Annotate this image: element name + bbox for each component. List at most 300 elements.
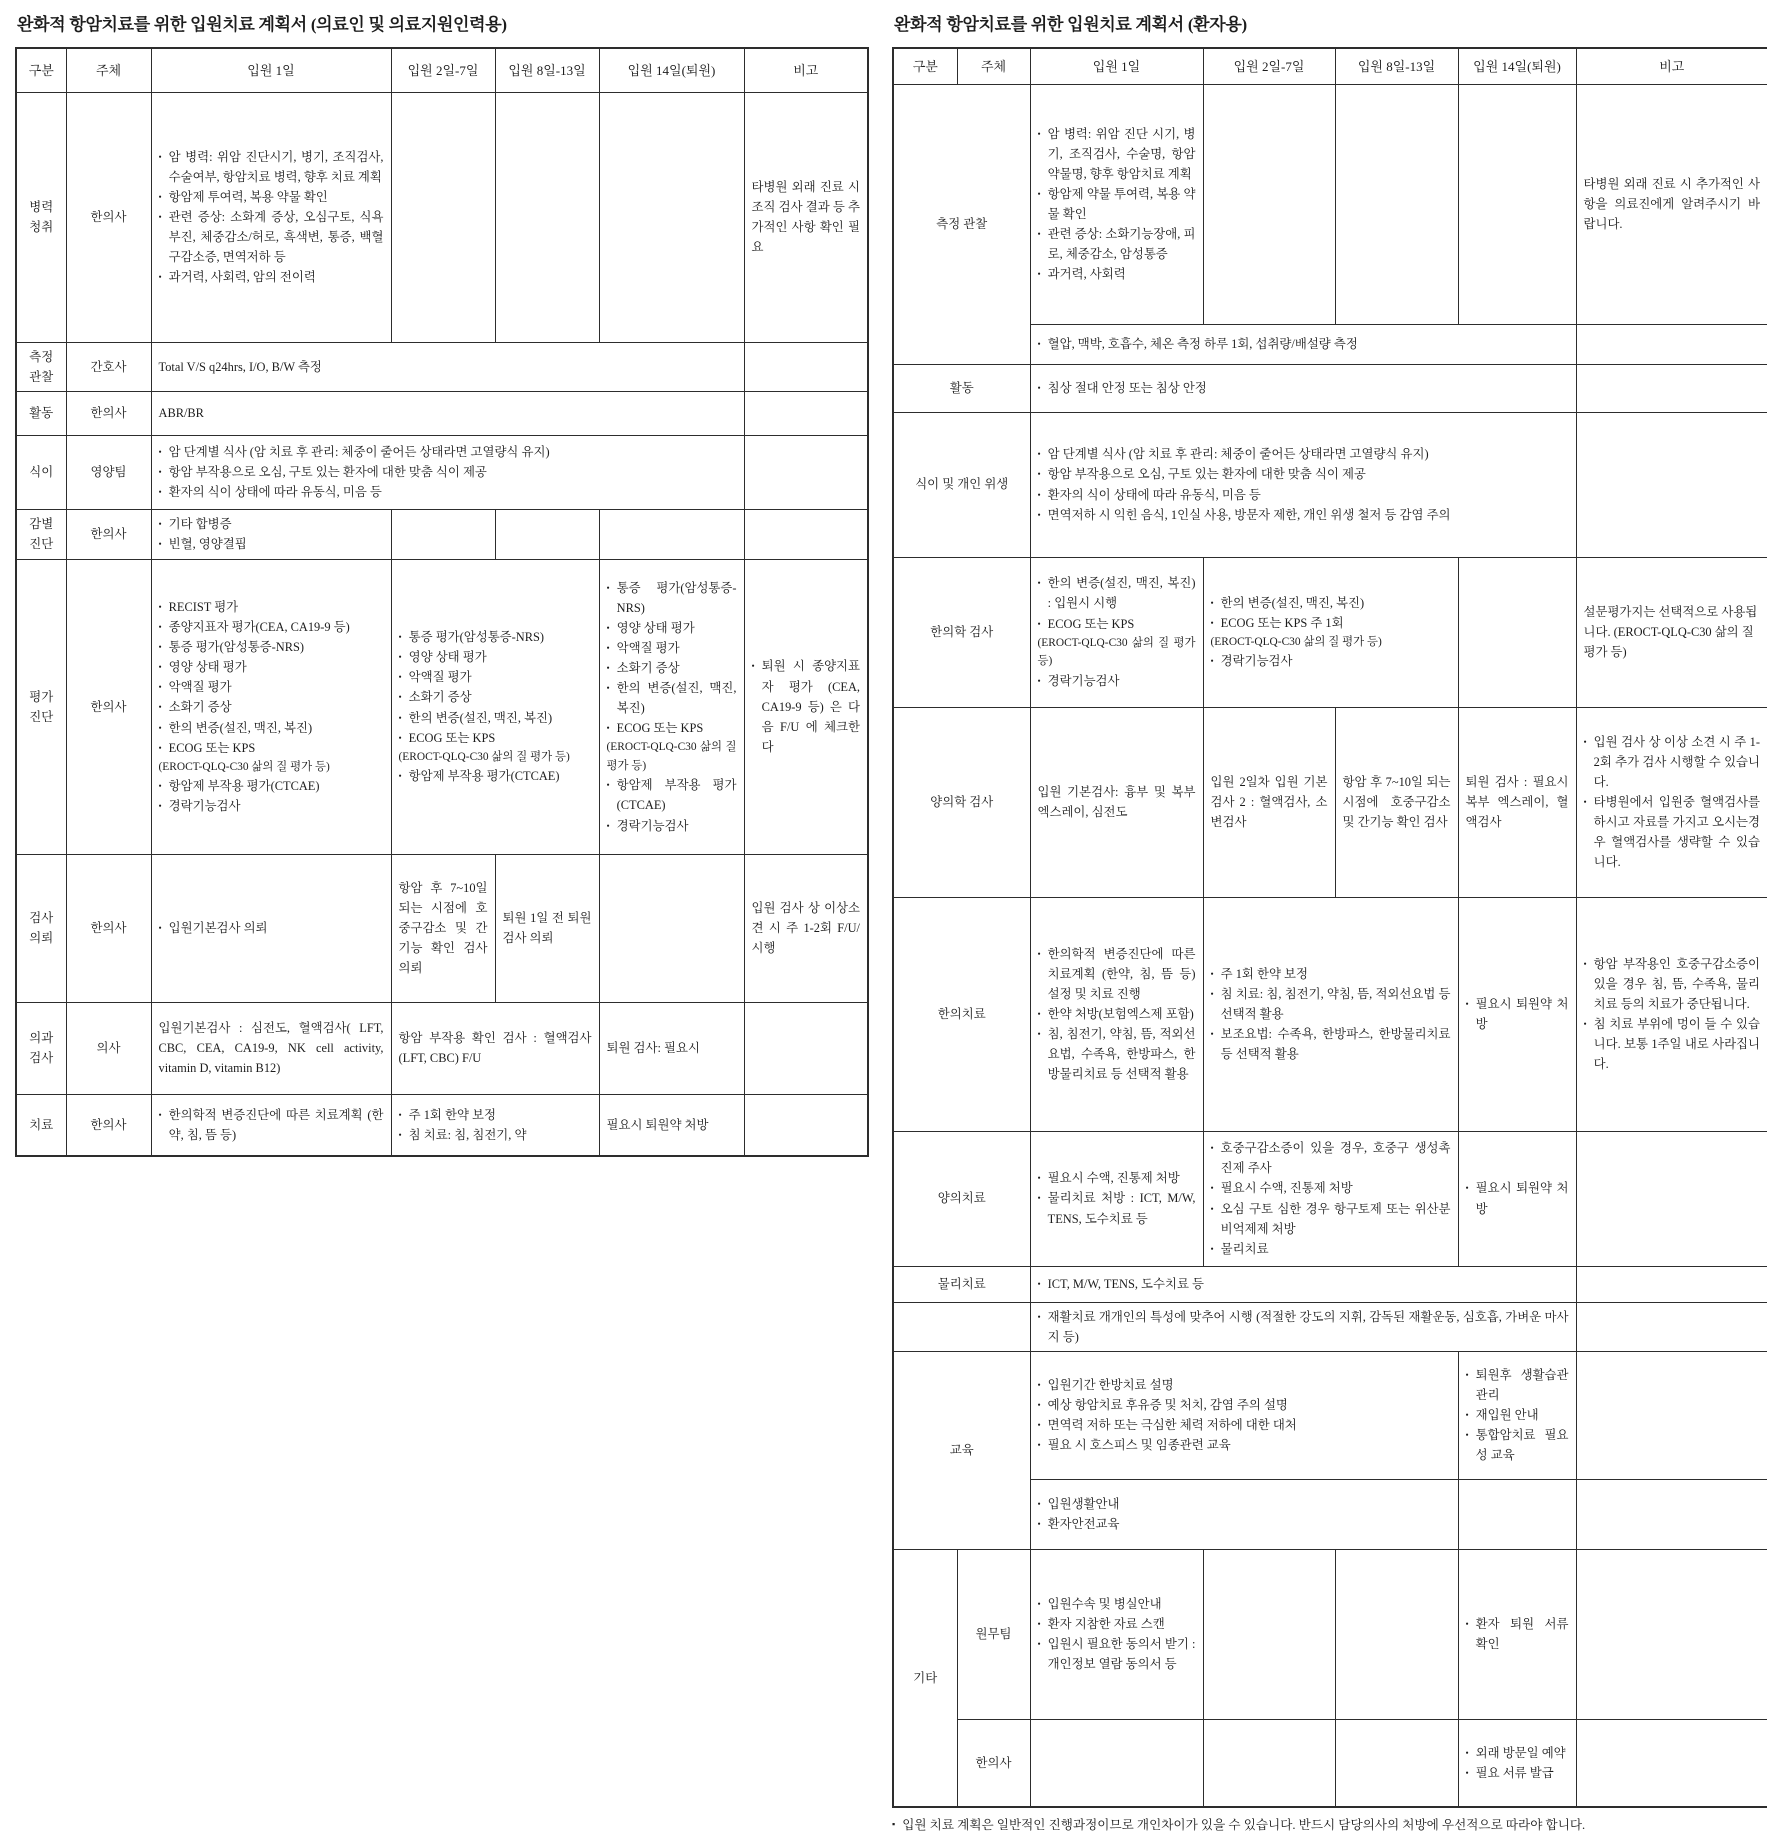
bullet-item bbox=[1211, 1138, 1451, 1178]
col-header-gubun: 구분 bbox=[893, 48, 957, 84]
bullet-icon: • bbox=[158, 642, 162, 653]
bullet-item bbox=[1466, 1405, 1569, 1425]
bullet-item bbox=[1466, 1763, 1569, 1783]
bullet-text: 악액질 평가 bbox=[616, 640, 680, 655]
bullet-text: 환자의 식이 상태에 따라 유동식, 미음 등 bbox=[168, 485, 382, 500]
bullet-item bbox=[1038, 1435, 1451, 1455]
row-label-wm-treatment: 양의치료 bbox=[893, 1131, 1030, 1266]
row-diet-hygiene bbox=[893, 412, 1767, 557]
bullet-text: 입원시 필요한 동의서 받기 : 개인정보 열람 동의서 등 bbox=[1047, 1637, 1196, 1672]
bullet-item bbox=[1211, 964, 1451, 984]
bullet-item bbox=[607, 816, 737, 836]
bullet-item bbox=[399, 1105, 592, 1125]
bullet-item bbox=[399, 1125, 592, 1145]
bullet-icon: • bbox=[1210, 656, 1214, 667]
bullet-item bbox=[159, 758, 384, 776]
bullet-item bbox=[159, 637, 384, 657]
cell-observation-note: 타병원 외래 진료 시 추가적인 사항을 의료진에게 알려주시기 바랍니다. bbox=[1576, 84, 1767, 324]
bullet-item bbox=[1211, 593, 1451, 613]
bullet-text: 영양 상태 평가 bbox=[616, 620, 695, 635]
bullet-icon: • bbox=[1210, 1203, 1214, 1214]
row-label-vitals: 측정 관찰 bbox=[16, 342, 66, 391]
bullet-text: RECIST 평가 bbox=[168, 599, 239, 614]
cell-activity-span: ABR/BR bbox=[151, 391, 744, 435]
bullet-item bbox=[1038, 1188, 1196, 1228]
col-header-juche: 주체 bbox=[66, 48, 151, 92]
bullet-item bbox=[1038, 1614, 1196, 1634]
bullet-text: 관련 증상: 소화기능장애, 피로, 체중감소, 암성통증 bbox=[1047, 227, 1196, 262]
row-label-wm-exam: 양의학 검사 bbox=[893, 707, 1030, 897]
cell-test-request-day2-7: 항암 후 7~10일 되는 시점에 호중구감소 및 간기능 확인 검사 의뢰 bbox=[391, 854, 495, 1002]
bullet-text: 면역저하 시 익힌 음식, 1인실 사용, 방문자 제한, 개인 위생 철저 등 감염 주의 bbox=[1047, 507, 1451, 522]
cell-education-sub-day14 bbox=[1458, 1479, 1576, 1549]
bullet-icon: • bbox=[158, 781, 162, 792]
bullet-icon: • bbox=[1465, 1183, 1469, 1194]
bullet-icon: • bbox=[1037, 188, 1041, 199]
row-label-diet-hygiene: 식이 및 개인 위생 bbox=[893, 412, 1030, 557]
bullet-text: 항암제 부작용 평가(CTCAE) bbox=[168, 779, 320, 794]
bullet-icon: • bbox=[398, 692, 402, 703]
cell-etc-admin-day2-7 bbox=[1203, 1549, 1335, 1719]
row-km-treatment bbox=[893, 897, 1767, 1131]
bullet-text: 입원기본검사 의뢰 bbox=[168, 921, 268, 936]
bullet-icon: • bbox=[1037, 1173, 1041, 1184]
bullet-text: 필요 서류 발급 bbox=[1475, 1765, 1554, 1780]
cell-education-sub bbox=[1030, 1479, 1458, 1549]
bullet-text: 침, 침전기, 약침, 뜸, 적외선요법, 수족욕, 한방파스, 한방물리치료 등 선택적 활용 bbox=[1047, 1027, 1196, 1082]
bullet-text: 외래 방문일 예약 bbox=[1475, 1745, 1566, 1760]
cell-etc-admin-day14 bbox=[1458, 1549, 1576, 1719]
bullet-icon: • bbox=[1037, 449, 1041, 460]
bullet-text: 한의학적 변증진단에 따른 치료계획 (한약, 침, 뜸 등) 설정 및 치료 진행 bbox=[1047, 946, 1196, 1001]
patient-plan-title: 완화적 항암치료를 위한 입원치료 계획서 (환자용) bbox=[894, 15, 1247, 34]
bullet-item bbox=[159, 597, 384, 617]
row-wm-exam bbox=[893, 707, 1767, 897]
bullet-text: 기타 합병증 bbox=[168, 517, 232, 532]
bullet-icon: • bbox=[1037, 618, 1041, 629]
col-header-day2-7: 입원 2일-7일 bbox=[1203, 48, 1335, 84]
bullet-icon: • bbox=[1465, 1410, 1469, 1421]
bullet-icon: • bbox=[398, 712, 402, 723]
row-test-request bbox=[16, 854, 868, 1002]
cell-history-day14 bbox=[599, 92, 744, 342]
bullet-icon: • bbox=[1583, 958, 1587, 969]
cell-km-treatment-mid bbox=[1203, 897, 1458, 1131]
bullet-item bbox=[1038, 1024, 1196, 1084]
cell-medical-test-note bbox=[744, 1002, 868, 1094]
row-agent-vitals: 간호사 bbox=[66, 342, 151, 391]
bullet-icon: • bbox=[1583, 736, 1587, 747]
bullet-icon: • bbox=[158, 923, 162, 934]
bullet-icon: • bbox=[1465, 1767, 1469, 1778]
cell-km-treatment-day1 bbox=[1030, 897, 1203, 1131]
bullet-icon: • bbox=[1037, 1420, 1041, 1431]
bullet-item bbox=[1038, 264, 1196, 284]
bullet-text: 영양 상태 평가 bbox=[408, 650, 487, 665]
bullet-icon: • bbox=[158, 519, 162, 530]
cell-observation-day2-7 bbox=[1203, 84, 1335, 324]
cell-treatment-note bbox=[744, 1094, 868, 1156]
cell-etc-km-doctor-note bbox=[1576, 1719, 1767, 1807]
cell-assessment-day1 bbox=[151, 559, 391, 854]
bullet-item bbox=[159, 534, 384, 554]
bullet-text: 통증 평가(암성통증-NRS) bbox=[408, 630, 544, 645]
row-label-test-request: 검사 의뢰 bbox=[16, 854, 66, 1002]
bullet-text: 물리치료 bbox=[1220, 1241, 1269, 1256]
cell-wm-exam-day8-13: 항암 후 7~10일 되는 시점에 호중구감소 및 간기능 확인 검사 bbox=[1335, 707, 1458, 897]
bullet-text: 항암제 투여력, 복용 약물 확인 bbox=[168, 189, 328, 204]
bullet-item bbox=[1038, 1307, 1569, 1347]
bullet-text: 암 단계별 식사 (암 치료 후 관리: 체중이 줄어든 상태라면 고열량식 유지) bbox=[1047, 447, 1429, 462]
row-differential bbox=[16, 509, 868, 559]
bullet-item bbox=[1038, 614, 1196, 634]
bullet-item bbox=[1584, 954, 1761, 1014]
row-etc-km-doctor bbox=[893, 1719, 1767, 1807]
bullet-item bbox=[159, 918, 384, 938]
cell-wm-exam-day14: 퇴원 검사 : 필요시 복부 엑스레이, 혈액검사 bbox=[1458, 707, 1576, 897]
bullet-item bbox=[399, 748, 592, 766]
cell-activity-note bbox=[744, 391, 868, 435]
cell-activity-span bbox=[1030, 364, 1576, 412]
bullet-text: 한의 변증(설진, 맥진, 복진) : 입원시 시행 bbox=[1047, 576, 1196, 611]
bullet-item bbox=[1211, 613, 1451, 633]
bullet-text: 퇴원 시 종양지표자 평가 (CEA, CA19-9 등) 은 다음 F/U 에 체크한다 bbox=[761, 659, 860, 754]
bullet-item bbox=[1466, 1614, 1569, 1654]
bullet-text: 암 단계별 식사 (암 치료 후 관리: 체중이 줄어든 상태라면 고열량식 유지) bbox=[168, 445, 550, 460]
row-label-assessment: 평가 진단 bbox=[16, 559, 66, 854]
bullet-item bbox=[159, 207, 384, 267]
bullet-icon: • bbox=[1037, 948, 1041, 959]
cell-wm-treatment-day1 bbox=[1030, 1131, 1203, 1266]
cell-diet-hygiene-span bbox=[1030, 412, 1576, 557]
bullet-item bbox=[607, 775, 737, 815]
col-header-day14: 입원 14일(퇴원) bbox=[1458, 48, 1576, 84]
cell-wm-exam-day2-7: 입원 2일차 입원 기본검사 2 : 혈액검사, 소변검사 bbox=[1203, 707, 1335, 897]
bullet-item bbox=[159, 718, 384, 738]
bullet-icon: • bbox=[1210, 988, 1214, 999]
bullet-item bbox=[607, 578, 737, 618]
bullet-icon: • bbox=[398, 771, 402, 782]
cell-test-request-day1 bbox=[151, 854, 391, 1002]
bullet-text: 혈압, 맥박, 호흡수, 체온 측정 하루 1회, 섭취량/배설량 측정 bbox=[1047, 336, 1358, 351]
bullet-icon: • bbox=[1210, 1243, 1214, 1254]
bullet-icon: • bbox=[1210, 597, 1214, 608]
bullet-text: 한의 변증(설진, 맥진, 복진) bbox=[408, 710, 553, 725]
bullet-text: 주 1회 한약 보정 bbox=[408, 1107, 496, 1122]
bullet-text: 퇴원후 생활습관 관리 bbox=[1475, 1367, 1569, 1403]
bullet-icon: • bbox=[606, 683, 610, 694]
row-agent-km-doctor: 한의사 bbox=[957, 1719, 1030, 1807]
bullet-icon: • bbox=[158, 662, 162, 673]
col-header-day8-13: 입원 8일-13일 bbox=[1335, 48, 1458, 84]
cell-km-treatment-day14 bbox=[1458, 897, 1576, 1131]
bullet-item bbox=[159, 617, 384, 637]
bullet-icon: • bbox=[1465, 1369, 1469, 1380]
bullet-item bbox=[159, 267, 384, 287]
bullet-icon: • bbox=[1037, 382, 1041, 393]
bullet-icon: • bbox=[1465, 998, 1469, 1009]
bullet-text: 주 1회 한약 보정 bbox=[1220, 966, 1308, 981]
staff-plan-section bbox=[15, 10, 869, 1157]
bullet-item bbox=[1038, 944, 1196, 1004]
continuation-text: (EROCT-QLQ-C30 삶의 질 평가 등) bbox=[1210, 635, 1382, 648]
bullet-item bbox=[1038, 124, 1196, 184]
bullet-text: 예상 항암치료 후유증 및 처치, 감염 주의 설명 bbox=[1047, 1398, 1288, 1413]
row-education bbox=[893, 1351, 1767, 1479]
bullet-icon: • bbox=[158, 682, 162, 693]
cell-medical-test-mid: 항암 부작용 확인 검사 : 혈액검사(LFT, CBC) F/U bbox=[391, 1002, 599, 1094]
bullet-icon: ▪ bbox=[892, 1819, 896, 1830]
cell-education-day14 bbox=[1458, 1351, 1576, 1479]
cell-etc-km-doctor-day8-13 bbox=[1335, 1719, 1458, 1807]
footer-note bbox=[892, 1814, 1767, 1834]
bullet-item bbox=[1038, 505, 1569, 525]
bullet-icon: • bbox=[1037, 1380, 1041, 1390]
bullet-icon: • bbox=[1210, 968, 1214, 979]
bullet-item bbox=[159, 1105, 384, 1145]
cell-differential-day14 bbox=[599, 509, 744, 559]
patient-plan-table bbox=[892, 47, 1767, 1808]
bullet-icon: • bbox=[1037, 1499, 1041, 1510]
bullet-text: 소화기 증상 bbox=[408, 690, 472, 705]
bullet-item bbox=[1038, 464, 1569, 484]
bullet-text: 필요시 수액, 진통제 처방 bbox=[1047, 1171, 1180, 1186]
row-label-history: 병력 청취 bbox=[16, 92, 66, 342]
row-agent-medical-test: 의사 bbox=[66, 1002, 151, 1094]
bullet-item bbox=[1038, 1375, 1451, 1395]
cell-observation-day8-13 bbox=[1335, 84, 1458, 324]
col-header-gubun: 구분 bbox=[16, 48, 66, 92]
bullet-item bbox=[1466, 1743, 1569, 1763]
continuation-text: (EROCT-QLQ-C30 삶의 질 평가 등) bbox=[398, 750, 570, 763]
bullet-text: 악액질 평가 bbox=[408, 670, 472, 685]
bullet-item bbox=[399, 667, 592, 687]
bullet-text: 통증 평가(암성통증-NRS) bbox=[616, 580, 737, 615]
bullet-item bbox=[1038, 671, 1196, 691]
cell-etc-admin-note bbox=[1576, 1549, 1767, 1719]
bullet-item bbox=[1038, 1168, 1196, 1188]
bullet-text: 호중구감소증이 있을 경우, 호중구 생성촉진제 주사 bbox=[1220, 1141, 1451, 1176]
row-rehab bbox=[893, 1302, 1767, 1351]
bullet-text: 필요 시 호스피스 및 임종관련 교육 bbox=[1047, 1438, 1231, 1453]
cell-etc-km-doctor-day1 bbox=[1030, 1719, 1203, 1807]
row-agent-treatment: 한의사 bbox=[66, 1094, 151, 1156]
bullet-item bbox=[1038, 378, 1569, 398]
row-label-activity: 활동 bbox=[893, 364, 1030, 412]
bullet-item bbox=[1038, 573, 1196, 613]
col-header-note: 비고 bbox=[744, 48, 868, 92]
cell-wm-treatment-note bbox=[1576, 1131, 1767, 1266]
bullet-icon: • bbox=[1037, 578, 1041, 589]
bullet-item bbox=[607, 678, 737, 718]
cell-vitals-note bbox=[744, 342, 868, 391]
bullet-item bbox=[607, 618, 737, 638]
cell-wm-treatment-day14 bbox=[1458, 1131, 1576, 1266]
bullet-text: 악액질 평가 bbox=[168, 680, 232, 695]
row-vitals bbox=[16, 342, 868, 391]
bullet-item bbox=[1038, 334, 1569, 354]
bullet-text: 관련 증상: 소화계 증상, 오심구토, 식욕부진, 체중감소/허로, 흑색변, 통증, 백혈구감소증, 면역저하 등 bbox=[168, 209, 384, 265]
bullet-icon: • bbox=[1583, 1019, 1587, 1029]
bullet-item bbox=[1466, 1365, 1569, 1405]
bullet-icon: • bbox=[606, 582, 610, 593]
row-observation bbox=[893, 84, 1767, 324]
bullet-item bbox=[159, 187, 384, 207]
bullet-item bbox=[1038, 184, 1196, 224]
row-label-km-treatment: 한의치료 bbox=[893, 897, 1030, 1131]
cell-education-sub-note bbox=[1576, 1479, 1767, 1549]
bullet-item bbox=[1038, 1494, 1451, 1514]
cell-education-note bbox=[1576, 1351, 1767, 1479]
bullet-item bbox=[1038, 1415, 1451, 1435]
bullet-icon: • bbox=[398, 732, 402, 743]
cell-treatment-mid bbox=[391, 1094, 599, 1156]
bullet-item bbox=[1038, 1004, 1196, 1024]
bullet-text: 경락기능검사 bbox=[1220, 654, 1293, 669]
bullet-text: 영양 상태 평가 bbox=[168, 660, 247, 675]
bullet-item bbox=[1466, 1178, 1569, 1218]
bullet-text: 한의학적 변증진단에 따른 치료계획 (한약, 침, 뜸 등) bbox=[168, 1107, 384, 1142]
bullet-item bbox=[159, 796, 384, 816]
bullet-text: 소화기 증상 bbox=[168, 700, 232, 715]
bullet-text: 항암 부작용인 호중구감소증이 있을 경우 침, 뜸, 수족욕, 물리치료 등의 치료가 중단됩니다. bbox=[1593, 956, 1760, 1011]
bullet-icon: • bbox=[751, 661, 755, 672]
bullet-text: 항암제 부작용 평가(CTCAE) bbox=[408, 769, 560, 784]
cell-differential-day2-7 bbox=[391, 509, 495, 559]
bullet-item bbox=[159, 697, 384, 717]
bullet-item bbox=[159, 462, 737, 482]
bullet-icon: • bbox=[158, 702, 162, 713]
bullet-icon: • bbox=[1583, 796, 1587, 807]
bullet-text: 보조요법: 수족욕, 한방파스, 한방물리치료 등 선택적 활용 bbox=[1220, 1027, 1451, 1062]
bullet-item bbox=[1038, 1395, 1451, 1415]
bullet-item bbox=[159, 738, 384, 758]
bullet-text: 필요시 수액, 진통제 처방 bbox=[1220, 1181, 1353, 1196]
row-medical-test bbox=[16, 1002, 868, 1094]
cell-km-exam-day14 bbox=[1458, 557, 1576, 707]
bullet-item bbox=[1211, 1178, 1451, 1198]
bullet-item bbox=[1211, 1239, 1451, 1259]
bullet-text: 필요시 퇴원약 처방 bbox=[1475, 996, 1569, 1031]
continuation-text: (EROCT-QLQ-C30 삶의 질 평가 등) bbox=[158, 760, 330, 773]
bullet-icon: • bbox=[1037, 1311, 1041, 1322]
cell-rehab-note bbox=[1576, 1302, 1767, 1351]
bullet-icon: • bbox=[606, 820, 610, 831]
bullet-icon: • bbox=[398, 1109, 402, 1120]
row-label-education: 교육 bbox=[893, 1351, 1030, 1549]
bullet-item bbox=[159, 147, 384, 187]
row-agent-activity: 한의사 bbox=[66, 391, 151, 435]
bullet-item bbox=[159, 482, 737, 502]
cell-test-request-day14 bbox=[599, 854, 744, 1002]
bullet-text: 타병원에서 입원중 혈액검사를 하시고 자료를 가지고 오시는경우 혈액검사를 생략할 수 있습니다. bbox=[1593, 794, 1760, 870]
bullet-text: 경락기능검사 bbox=[616, 818, 689, 833]
bullet-text: 한의 변증(설진, 맥진, 복진) bbox=[616, 681, 737, 716]
bullet-text: 과거력, 사회력 bbox=[1047, 267, 1126, 282]
patient-plan-section bbox=[892, 10, 1767, 1834]
bullet-item bbox=[1038, 1514, 1451, 1534]
bullet-icon: • bbox=[1037, 1008, 1041, 1019]
bullet-item bbox=[1038, 444, 1569, 464]
row-label-medical-test: 의과 검사 bbox=[16, 1002, 66, 1094]
bullet-item bbox=[607, 658, 737, 678]
bullet-text: 환자안전교육 bbox=[1047, 1517, 1120, 1532]
cell-diet-hygiene-note bbox=[1576, 412, 1767, 557]
cell-observation-day1 bbox=[1030, 84, 1203, 324]
cell-assessment-note bbox=[744, 559, 868, 854]
bullet-text: 암 병력: 위암 진단 시기, 병기, 조직검사, 수술명, 항암약물명, 향후 항암치료 계획 bbox=[1047, 126, 1196, 181]
row-agent-differential: 한의사 bbox=[66, 509, 151, 559]
bullet-icon: • bbox=[1037, 1278, 1041, 1289]
bullet-item bbox=[607, 738, 737, 775]
bullet-text: 침 치료: 침, 침전기, 약침, 뜸, 적외선요법 등 선택적 활용 bbox=[1220, 986, 1451, 1021]
bullet-icon: • bbox=[606, 723, 610, 734]
bullet-text: 과거력, 사회력, 암의 전이력 bbox=[168, 270, 316, 285]
bullet-icon: • bbox=[158, 211, 162, 222]
bullet-item bbox=[1038, 1634, 1196, 1674]
row-agent-diet: 영양팀 bbox=[66, 435, 151, 509]
bullet-text: ECOG 또는 KPS bbox=[616, 721, 704, 736]
bullet-icon: • bbox=[1037, 469, 1041, 480]
bullet-icon: • bbox=[158, 622, 162, 633]
bullet-item bbox=[399, 766, 592, 786]
bullet-text: 항암제 약물 투여력, 복용 약물 확인 bbox=[1047, 186, 1196, 221]
bullet-icon: • bbox=[1465, 1747, 1469, 1758]
bullet-icon: • bbox=[158, 447, 162, 458]
row-history bbox=[16, 92, 868, 342]
bullet-item bbox=[399, 627, 592, 647]
bullet-item bbox=[1038, 634, 1196, 671]
bullet-text: 경락기능검사 bbox=[1047, 673, 1120, 688]
bullet-icon: • bbox=[1037, 229, 1041, 240]
bullet-text: 빈혈, 영양결핍 bbox=[168, 537, 247, 552]
bullet-icon: • bbox=[1465, 1619, 1469, 1630]
bullet-text: 소화기 증상 bbox=[616, 661, 680, 676]
row-physio bbox=[893, 1266, 1767, 1302]
cell-wm-treatment-mid bbox=[1203, 1131, 1458, 1266]
bullet-icon: • bbox=[1037, 509, 1041, 520]
bullet-text: 재입원 안내 bbox=[1475, 1408, 1539, 1423]
bullet-icon: • bbox=[1210, 1029, 1214, 1040]
bullet-text: 입원생활안내 bbox=[1047, 1497, 1120, 1512]
bullet-item bbox=[1038, 1274, 1569, 1294]
bullet-text: 환자 퇴원 서류 확인 bbox=[1475, 1617, 1569, 1652]
cell-test-request-note: 입원 검사 상 이상소견 시 주 1-2회 F/U/ 시행 bbox=[744, 854, 868, 1002]
bullet-icon: • bbox=[1037, 128, 1041, 139]
bullet-text: 입원수속 및 병실안내 bbox=[1047, 1597, 1162, 1611]
bullet-icon: • bbox=[158, 467, 162, 478]
row-label-differential: 감별 진단 bbox=[16, 509, 66, 559]
bullet-icon: • bbox=[1037, 1639, 1041, 1650]
cell-wm-exam-note bbox=[1576, 707, 1767, 897]
bullet-item bbox=[1584, 732, 1761, 792]
bullet-text: 재활치료 개개인의 특성에 맞추어 시행 (적절한 강도의 지휘, 감독된 재활운동, 심호흡, 가벼운 마사지 등) bbox=[1047, 1309, 1569, 1344]
bullet-item bbox=[1466, 1425, 1569, 1465]
staff-header-row bbox=[16, 48, 868, 92]
cell-physio-span bbox=[1030, 1266, 1576, 1302]
bullet-text: ECOG 또는 KPS bbox=[1047, 616, 1135, 631]
bullet-text: 한의 변증(설진, 맥진, 복진) bbox=[1220, 595, 1365, 610]
bullet-text: ICT, M/W, TENS, 도수치료 등 bbox=[1047, 1276, 1204, 1291]
staff-plan-table bbox=[15, 47, 869, 1157]
bullet-icon: • bbox=[158, 151, 162, 162]
continuation-text: (EROCT-QLQ-C30 삶의 질 평가 등) bbox=[1037, 636, 1196, 668]
bullet-text: 침상 절대 안정 또는 침상 안정 bbox=[1047, 380, 1207, 395]
bullet-icon: • bbox=[1465, 1430, 1469, 1441]
bullet-item bbox=[159, 442, 737, 462]
bullet-item bbox=[399, 647, 592, 667]
row-agent-history: 한의사 bbox=[66, 92, 151, 342]
